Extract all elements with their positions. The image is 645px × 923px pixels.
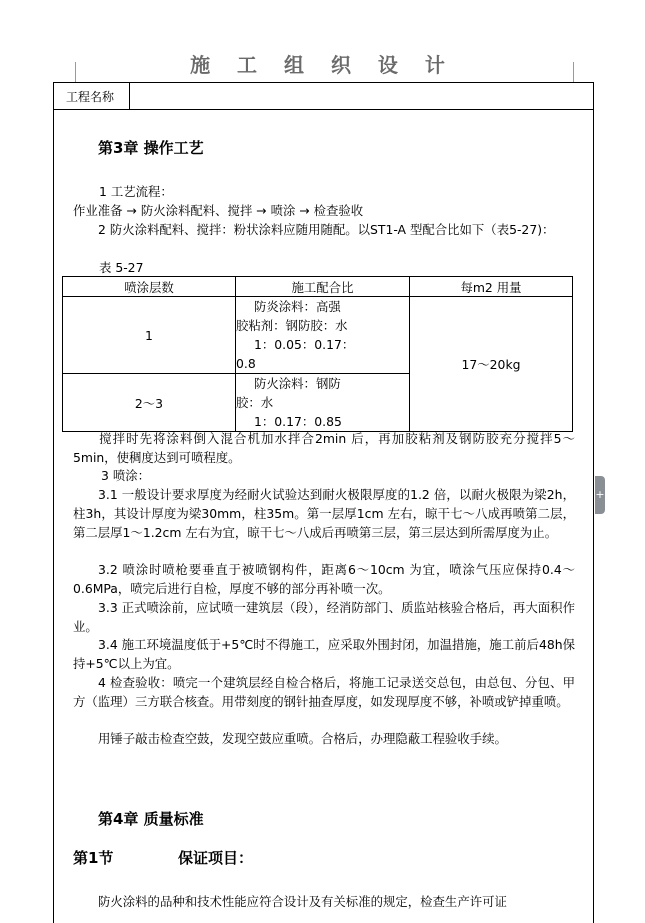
mix-line: 防炎涂料：高强 — [254, 299, 341, 314]
mix-line: 胶：水 — [236, 395, 274, 410]
mix-ratio-table — [62, 276, 573, 432]
para-3-3: 3.3 正式喷涂前，应试喷一建筑层（段），经消防部门、质监站核验合格后，再大面积作业。 — [73, 600, 575, 634]
mix-line: 0.8 — [236, 356, 256, 371]
project-name-divider — [129, 83, 130, 109]
section-title: 保证项目： — [178, 849, 254, 867]
table-row — [63, 297, 573, 374]
plus-icon[interactable]: + — [595, 476, 605, 514]
para-3-1: 3.1 一般设计要求厚度为经耐火试验达到耐火极限厚度的1.2 倍，以耐火极限为梁2h，柱3h，其设计厚度为梁30mm，柱35m。第一层厚1cm 左右，晾干七～八成再喷第二层，第二层厚1～1.2cm 左右为宜，晾干七～八成后再喷第三层，第三层达到所需厚度为止。 — [73, 487, 575, 540]
document-header-title: 施 工 组 织 设 计 — [190, 53, 455, 77]
chapter4-heading: 第4章 质量标准 — [98, 810, 204, 828]
process-label: 1 工艺流程： — [99, 184, 173, 199]
mix-line: 1：0.17：0.85 — [254, 414, 342, 429]
mix-line: 1：0.05：0.17： — [254, 337, 355, 352]
col-header-layers: 喷涂层数 — [63, 277, 236, 297]
process-flow: 作业准备 → 防火涂料配料、搅拌 → 喷涂 → 检查验收 — [73, 203, 364, 218]
mix-line: 防火涂料：钢防 — [254, 376, 341, 391]
mix-cell — [236, 297, 410, 374]
project-name-label: 工程名称 — [66, 90, 115, 104]
layer-cell: 2～3 — [63, 374, 236, 432]
para-3-4: 3.4 施工环境温度低于+5℃时不得施工，应采取外围封闭，加温措施，施工前后48h保持+5℃以上为宜。 — [73, 637, 575, 671]
para-5: 用锤子敲击检查空鼓，发现空鼓应重喷。合格后，办理隐蔽工程验收手续。 — [98, 731, 507, 746]
spray-label: 3 喷涂： — [101, 468, 150, 483]
mixing-intro: 2 防火涂料配料、搅拌：粉状涂料应随用随配。以ST1-A 型配合比如下（表5-27)： — [98, 222, 555, 237]
layer-cell: 1 — [63, 297, 236, 374]
chapter3-heading: 第3章 操作工艺 — [98, 139, 204, 157]
col-header-usage: 每m2 用量 — [410, 277, 573, 297]
project-name-row — [53, 83, 594, 110]
stir-paragraph: 搅拌时先将涂料倒入混合机加水拌合2min 后，再加胶粘剂及钢防胶充分搅拌5～5min，使稠度达到可喷程度。 — [73, 431, 575, 465]
section-number: 第1节 — [73, 849, 114, 867]
mix-cell — [236, 374, 410, 432]
table-header-row — [63, 277, 573, 297]
para-3-2: 3.2 喷涂时喷枪要垂直于被喷钢构件，距离6～10cm 为宜，喷涂气压应保持0.4～0.6MPa，喷完后进行自检，厚度不够的部分再补喷一次。 — [73, 562, 575, 596]
mix-line: 胶粘剂：钢防胶：水 — [236, 318, 348, 333]
usage-cell: 17～20kg — [410, 297, 573, 432]
para-4: 4 检查验收：喷完一个建筑层经自检合格后，将施工记录送交总包，由总包、分包、甲方（监理）三方联合核查。用带刻度的钢针抽查厚度，如发现厚度不够，补喷或铲掉重喷。 — [73, 675, 575, 709]
table-caption: 表 5-27 — [99, 260, 144, 275]
chapter4-first-paragraph: 防火涂料的品种和技术性能应符合设计及有关标准的规定，检查生产许可证 — [98, 894, 507, 909]
col-header-mix: 施工配合比 — [236, 277, 410, 297]
